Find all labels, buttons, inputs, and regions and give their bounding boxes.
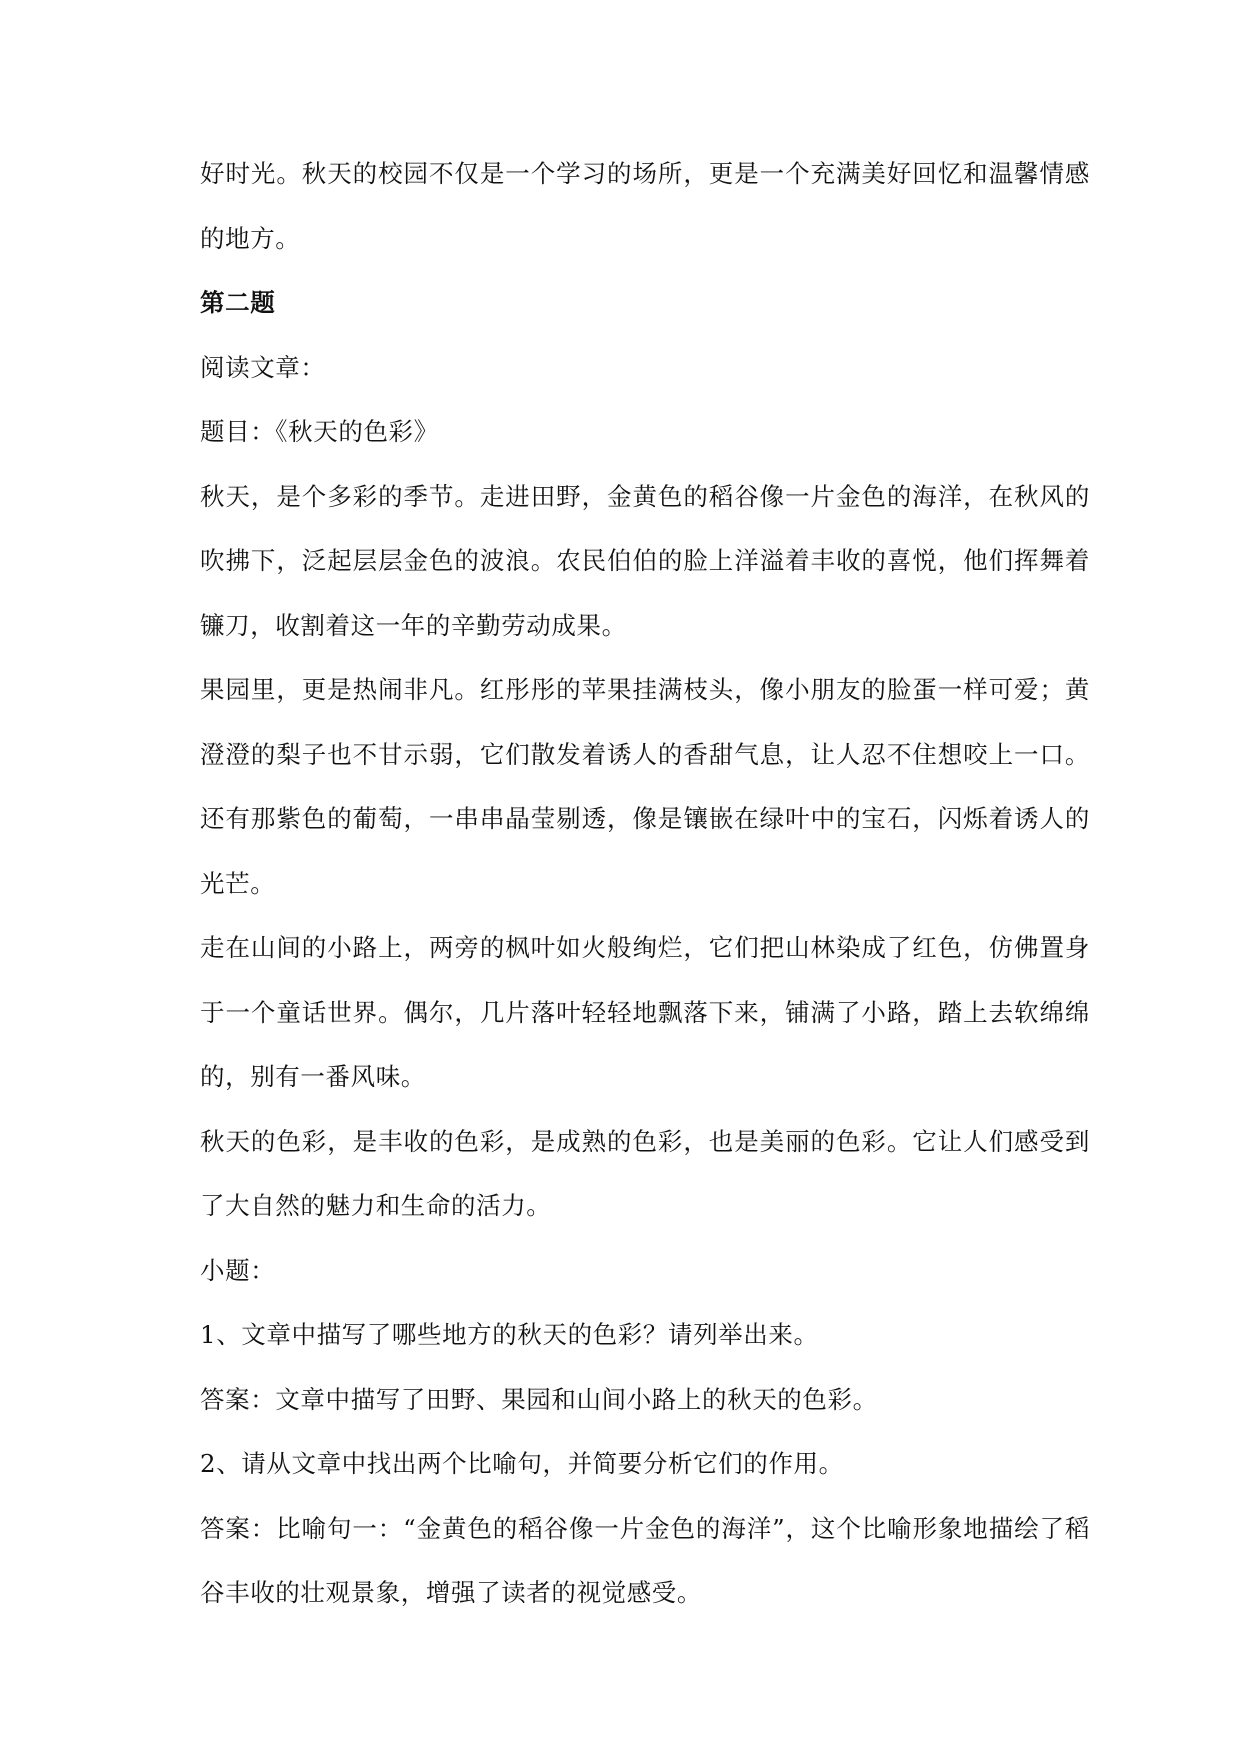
article-paragraph: 果园里，更是热闹非凡。红彤彤的苹果挂满枝头，像小朋友的脸蛋一样可爱；黄澄澄的梨子也不甘示弱，它们散发着诱人的香甜气息，让人忍不住想咬上一口。还有那紫色的葡萄，一串串晶莹剔透，像是镶嵌在绿叶中的宝石，闪烁着诱人的光芒。 (200, 675, 1090, 898)
subquestions-label: 小题： (200, 1255, 276, 1285)
question-text: 1、文章中描写了哪些地方的秋天的色彩？请列举出来。 (200, 1320, 819, 1349)
section-heading: 第二题 (200, 288, 276, 317)
article-title: 题目：《秋天的色彩》 (200, 417, 439, 446)
answer-text: 答案：文章中描写了田野、果园和山间小路上的秋天的色彩。 (200, 1384, 878, 1414)
article-paragraph: 秋天的色彩，是丰收的色彩，是成熟的色彩，也是美丽的色彩。它让人们感受到了大自然的魅力和生命的活力。 (200, 1126, 1090, 1220)
document-body (200, 142, 1090, 1626)
article-paragraph: 走在山间的小路上，两旁的枫叶如火般绚烂，它们把山林染成了红色，仿佛置身于一个童话世界。偶尔，几片落叶轻轻地飘落下来，铺满了小路，踏上去软绵绵的，别有一番风味。 (200, 933, 1090, 1091)
reading-instruction: 阅读文章： (200, 352, 326, 382)
question-text: 2、请从文章中找出两个比喻句，并简要分析它们的作用。 (200, 1449, 844, 1478)
answer-text: 答案：比喻句一：“金黄色的稻谷像一片金色的海洋”，这个比喻形象地描绘了稻谷丰收的壮观景象，增强了读者的视觉感受。 (200, 1513, 1090, 1607)
article-paragraph: 秋天，是个多彩的季节。走进田野，金黄色的稻谷像一片金色的海洋，在秋风的吹拂下，泛起层层金色的波浪。农民伯伯的脸上洋溢着丰收的喜悦，他们挥舞着镰刀，收割着这一年的辛勤劳动成果。 (200, 481, 1090, 640)
continuation-paragraph: 好时光。秋天的校园不仅是一个学习的场所，更是一个充满美好回忆和温馨情感的地方。 (200, 159, 1090, 253)
